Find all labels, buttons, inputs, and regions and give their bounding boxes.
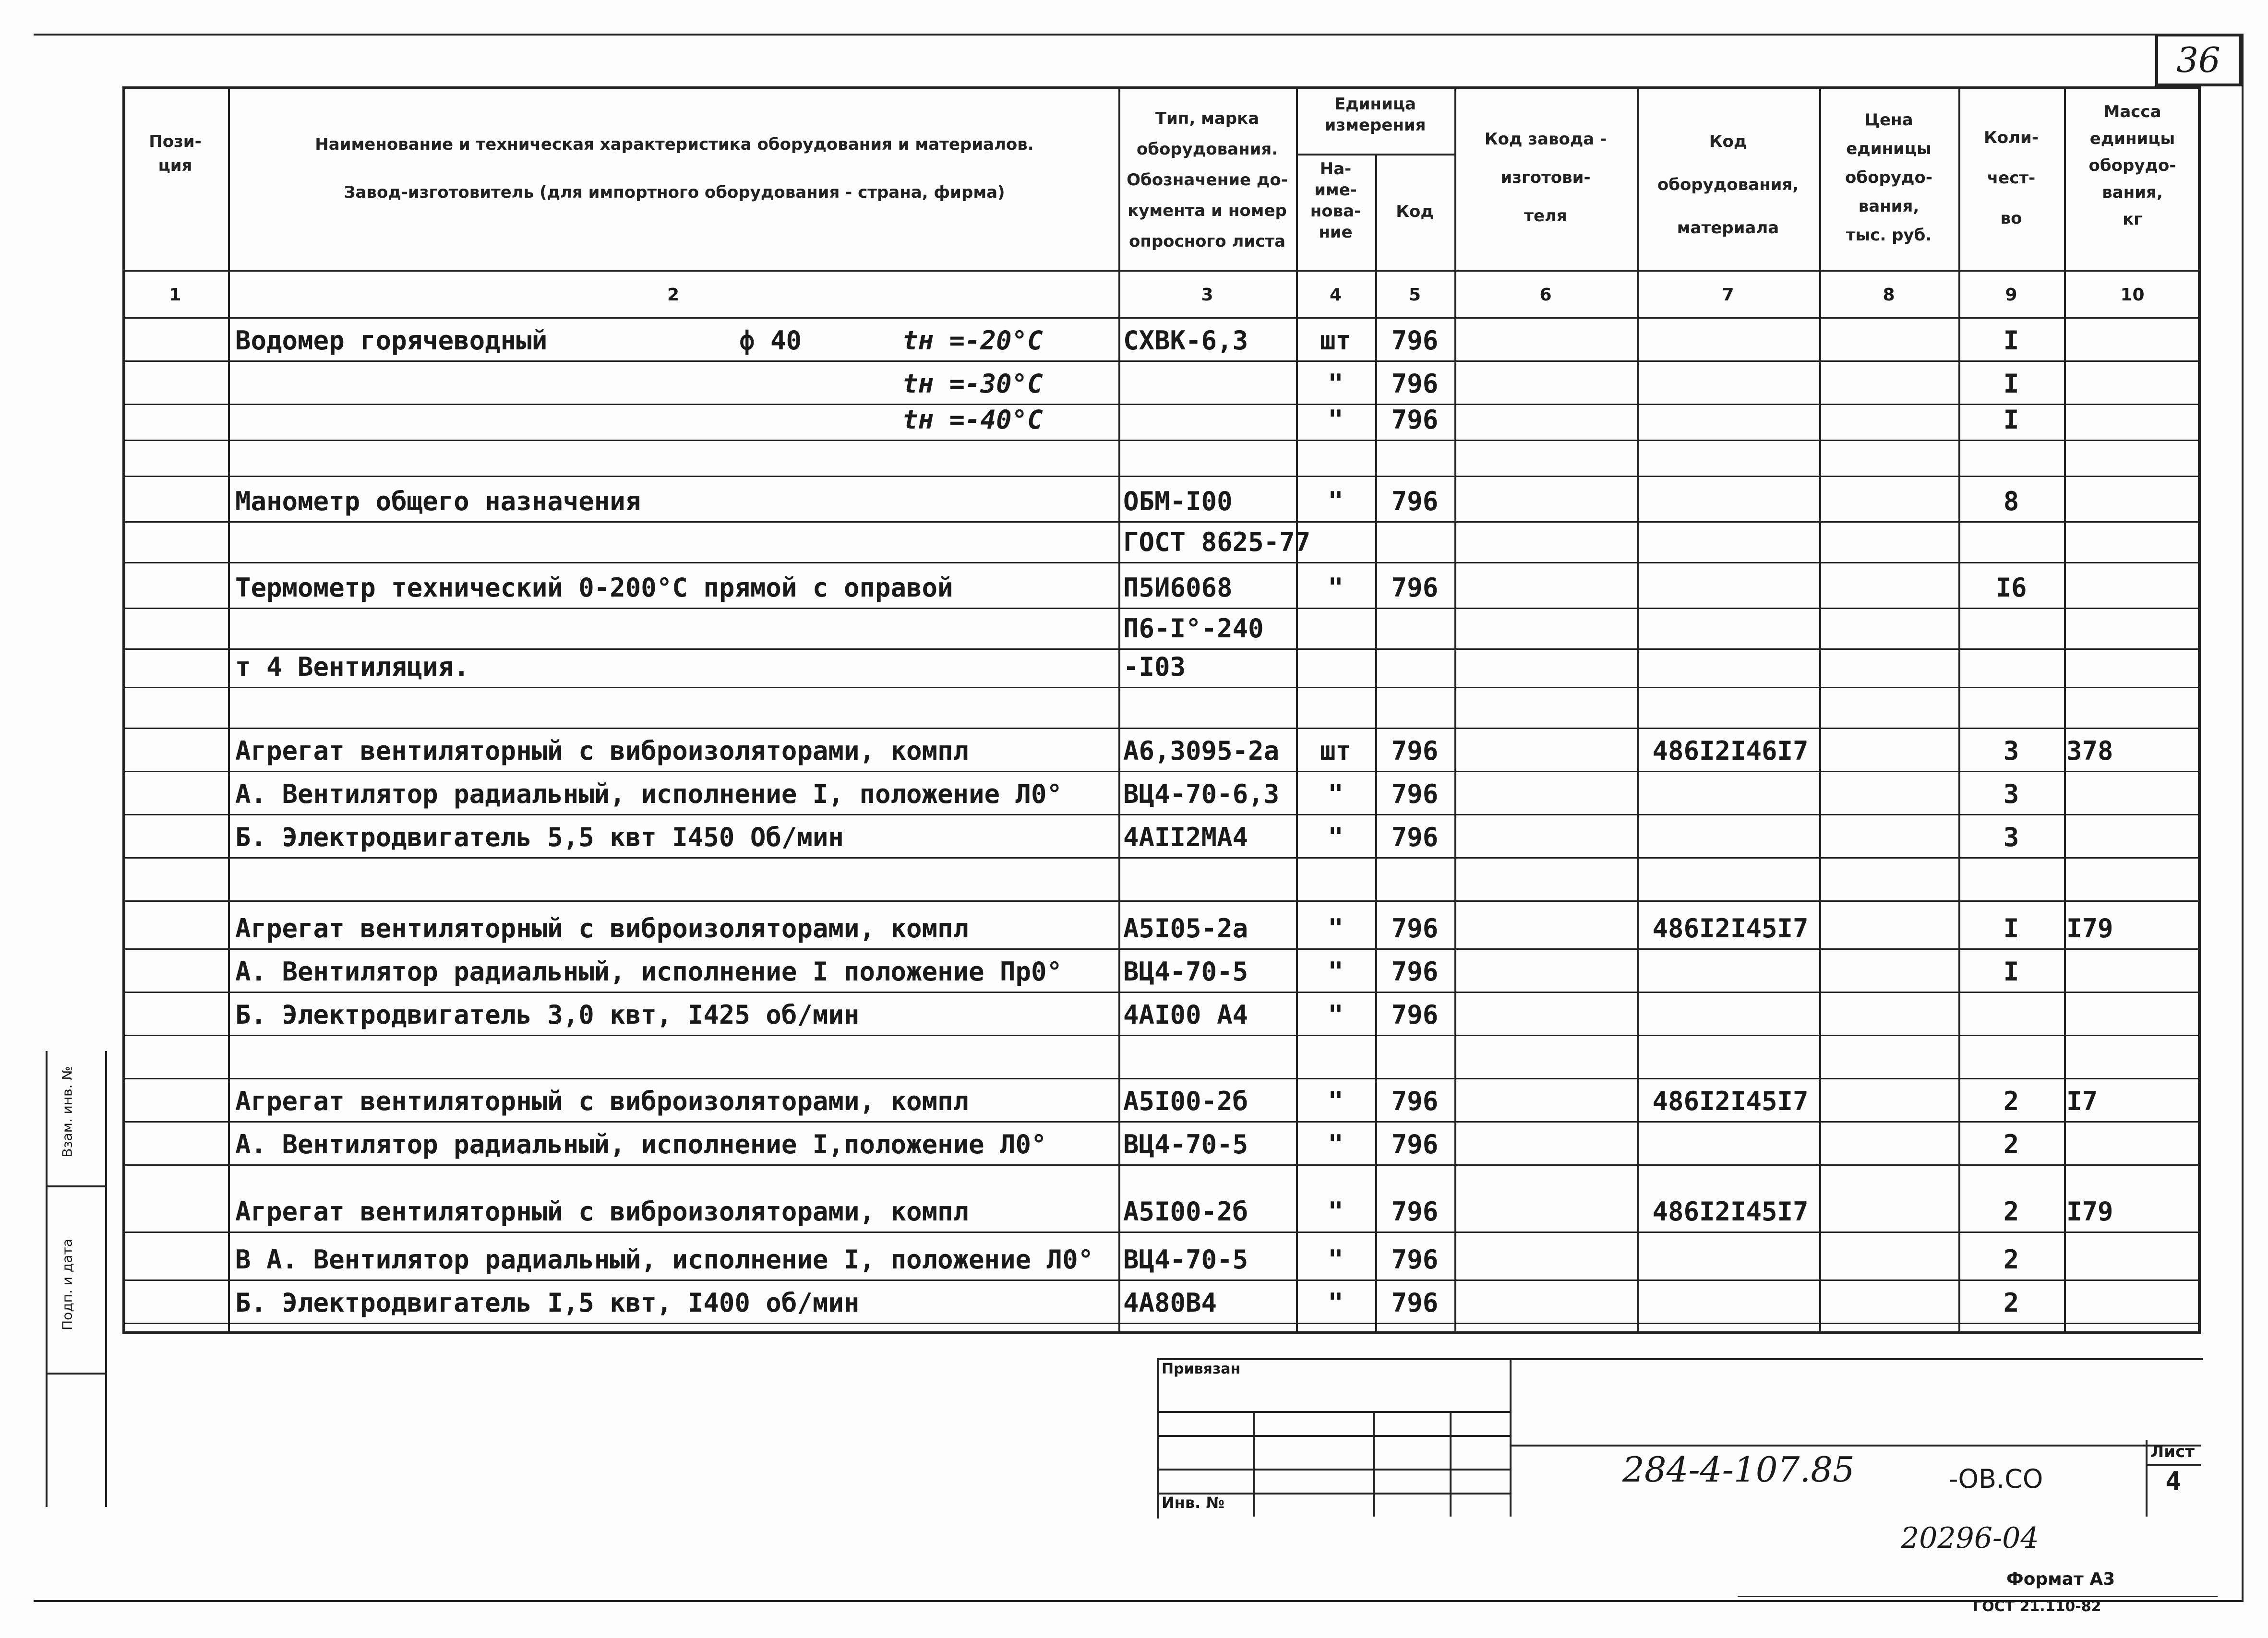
header-price: Цена единицы оборудо- вания, тыс. руб.	[1845, 110, 1932, 245]
row-divider	[122, 1279, 2201, 1281]
item-unit-code: 796	[1391, 1196, 1439, 1227]
item-diameter: ф 40	[739, 325, 802, 356]
item-unit-code: 796	[1391, 325, 1439, 356]
item-name: Агрегат вентиляторный с виброизоляторами, компл	[235, 1196, 969, 1227]
item-unit-code: 796	[1391, 1129, 1439, 1160]
item-unit-code: 796	[1391, 1086, 1439, 1116]
item-name: Манометр общего назначения	[235, 486, 641, 516]
item-name: Агрегат вентиляторный с виброизоляторами, компл	[235, 913, 969, 944]
item-type: ВЦ4-70-5	[1123, 1244, 1248, 1275]
header-name-line1: Наименование и техническая характеристика оборудования и материалов.	[315, 135, 1034, 154]
item-type: П6-I°-240	[1123, 613, 1264, 644]
item-quantity: 3	[2003, 736, 2019, 766]
row-divider	[122, 521, 2201, 523]
item-unit: "	[1328, 913, 1344, 944]
item-name: Водомер горячеводный	[235, 325, 548, 356]
item-unit-code: 796	[1391, 1244, 1439, 1275]
header-type: Тип, марка оборудования. Обозначение до- кумента и номер опросного листа	[1127, 109, 1288, 251]
item-unit: "	[1328, 1196, 1344, 1227]
row-divider	[122, 1035, 2201, 1036]
item-type: А5I00-2б	[1123, 1086, 1248, 1116]
item-quantity: 3	[2003, 779, 2019, 809]
item-unit-code: 796	[1391, 573, 1439, 603]
item-mass: I79	[2066, 1196, 2113, 1227]
item-quantity: I	[2003, 369, 2019, 399]
sheet-label: Лист	[2150, 1442, 2195, 1461]
row-divider	[122, 562, 2201, 563]
item-name: А. Вентилятор радиальный, исполнение I положение Пр0°	[235, 956, 1063, 987]
row-divider	[122, 404, 2201, 405]
item-mass: I7	[2066, 1086, 2098, 1116]
item-unit-code: 796	[1391, 1000, 1439, 1030]
item-name: А. Вентилятор радиальный, исполнение I,положение Л0°	[235, 1129, 1047, 1160]
row-divider	[122, 687, 2201, 688]
item-type: СХВК-6,3	[1123, 325, 1248, 356]
item-name: Б. Электродвигатель I,5 квт, I400 об/мин	[235, 1288, 860, 1318]
col-number-2: 2	[667, 285, 680, 305]
item-type: ВЦ4-70-5	[1123, 956, 1248, 987]
item-name: Б. Электродвигатель 3,0 квт, I425 об/мин	[235, 1000, 860, 1030]
item-quantity: I	[2003, 325, 2019, 356]
item-name: Термометр технический 0-200°С прямой с оправой	[235, 573, 953, 603]
row-divider	[122, 440, 2201, 441]
col-number-8: 8	[1883, 285, 1895, 305]
doc-number: 284-4-107.85	[1622, 1449, 1855, 1490]
item-equipment-code: 486I2I45I7	[1652, 1196, 1809, 1227]
col-number-9: 9	[2005, 285, 2017, 305]
row-divider	[122, 728, 2201, 729]
item-name: В А. Вентилятор радиальный, исполнение I, положение Л0°	[235, 1244, 1094, 1275]
archive-number: 20296-04	[1901, 1521, 2039, 1555]
row-divider	[122, 857, 2201, 859]
item-unit: "	[1328, 1086, 1344, 1116]
item-unit: "	[1328, 1288, 1344, 1318]
item-quantity: 2	[2003, 1129, 2019, 1160]
item-unit-code: 796	[1391, 369, 1439, 399]
header-mass: Масса единицы оборудо- вания, кг	[2088, 102, 2176, 229]
item-mass: I79	[2066, 913, 2113, 944]
row-divider	[122, 1078, 2201, 1079]
row-divider	[122, 360, 2201, 362]
filing-strip	[46, 1051, 107, 1507]
header-unit-group: Единица измерения	[1324, 95, 1426, 135]
item-temperature: tн =-20°С	[902, 325, 1043, 356]
item-type: 4А80В4	[1123, 1288, 1217, 1318]
row-divider	[122, 1164, 2201, 1166]
row-divider	[122, 900, 2201, 902]
item-name: Б. Электродвигатель 5,5 квт I450 Об/мин	[235, 822, 844, 852]
item-unit: "	[1328, 369, 1344, 399]
item-type: А6,3095-2а	[1123, 736, 1280, 766]
item-unit: "	[1328, 405, 1344, 435]
item-equipment-code: 486I2I45I7	[1652, 1086, 1809, 1116]
item-equipment-code: 486I2I46I7	[1652, 736, 1809, 766]
item-unit-code: 796	[1391, 1288, 1439, 1318]
col-number-5: 5	[1408, 285, 1421, 305]
item-type: ВЦ4-70-6,3	[1123, 779, 1280, 809]
item-quantity: 8	[2003, 486, 2019, 516]
item-type: ГОСТ 8625-77	[1123, 527, 1311, 557]
item-quantity: I	[2003, 405, 2019, 435]
col-number-10: 10	[2120, 285, 2145, 305]
header-name-line2: Завод-изготовитель (для импортного оборудования - страна, фирма)	[344, 183, 1005, 202]
item-temperature: tн =-40°С	[902, 405, 1043, 435]
header-qty: Коли- чест- во	[1984, 128, 2039, 228]
header-unit-name: На- име- нова- ние	[1310, 159, 1361, 242]
item-quantity: I	[2003, 956, 2019, 987]
header-unit-code: Код	[1396, 202, 1434, 221]
item-type: ОБМ-I00	[1123, 486, 1233, 516]
row-divider	[122, 771, 2201, 772]
item-unit-code: 796	[1391, 736, 1439, 766]
row-divider	[122, 608, 2201, 609]
item-type: 4АI00 А4	[1123, 1000, 1248, 1030]
item-unit: "	[1328, 486, 1344, 516]
sheet-number: 4	[2165, 1466, 2181, 1496]
row-divider	[122, 814, 2201, 815]
inv-no-label: Инв. №	[1162, 1494, 1224, 1512]
doc-suffix: -ОВ.СО	[1949, 1464, 2043, 1494]
header-position: Пози- ция	[149, 132, 202, 175]
item-unit: "	[1328, 573, 1344, 603]
item-type: А5I05-2а	[1123, 913, 1248, 944]
page-number: 36	[2176, 40, 2220, 80]
item-quantity: 2	[2003, 1196, 2019, 1227]
item-type: П5И6068	[1123, 573, 1233, 603]
item-unit-code: 796	[1391, 956, 1439, 987]
format-label: Формат А3	[2006, 1569, 2115, 1589]
item-unit: "	[1328, 1129, 1344, 1160]
item-name: А. Вентилятор радиальный, исполнение I, положение Л0°	[235, 779, 1063, 809]
item-unit: "	[1328, 822, 1344, 852]
col-number-4: 4	[1329, 285, 1342, 305]
item-name: т 4 Вентиляция.	[235, 652, 469, 682]
privyazan-label: Привязан	[1162, 1361, 1241, 1377]
item-type: А5I00-2б	[1123, 1196, 1248, 1227]
margin-label-vzam: Взам. инв. №	[59, 1066, 75, 1158]
item-type: ВЦ4-70-5	[1123, 1129, 1248, 1160]
item-mass: 378	[2066, 736, 2113, 766]
header-equip-code: Код оборудования, материала	[1657, 132, 1799, 238]
item-unit: "	[1328, 956, 1344, 987]
row-divider	[122, 476, 2201, 477]
item-unit: "	[1328, 779, 1344, 809]
item-unit: "	[1328, 1244, 1344, 1275]
gost-label: ГОСТ 21.110-82	[1973, 1598, 2101, 1615]
item-unit-code: 796	[1391, 779, 1439, 809]
item-quantity: 2	[2003, 1288, 2019, 1318]
header-maker-code: Код завода - изготови- теля	[1484, 130, 1607, 226]
col-number-3: 3	[1201, 285, 1213, 305]
item-unit-code: 796	[1391, 822, 1439, 852]
item-quantity: I	[2003, 913, 2019, 944]
item-type: 4АII2МА4	[1123, 822, 1248, 852]
row-divider	[122, 1121, 2201, 1123]
row-divider	[122, 992, 2201, 993]
item-name: Агрегат вентиляторный с виброизоляторами, компл	[235, 736, 969, 766]
col-number-1: 1	[169, 285, 181, 305]
row-divider	[122, 948, 2201, 950]
item-temperature: tн =-30°С	[902, 369, 1043, 399]
row-divider	[122, 1323, 2201, 1324]
item-quantity: I6	[1995, 573, 2027, 603]
item-equipment-code: 486I2I45I7	[1652, 913, 1809, 944]
item-unit-code: 796	[1391, 913, 1439, 944]
row-divider	[122, 1231, 2201, 1233]
item-unit: "	[1328, 1000, 1344, 1030]
item-unit: шт	[1320, 325, 1352, 356]
col-number-7: 7	[1722, 285, 1734, 305]
item-name: Агрегат вентиляторный с виброизоляторами, компл	[235, 1086, 969, 1116]
item-unit: шт	[1320, 736, 1352, 766]
item-unit-code: 796	[1391, 486, 1439, 516]
item-type: -I03	[1123, 652, 1186, 682]
col-number-6: 6	[1539, 285, 1552, 305]
item-unit-code: 796	[1391, 405, 1439, 435]
item-quantity: 3	[2003, 822, 2019, 852]
item-quantity: 2	[2003, 1086, 2019, 1116]
item-quantity: 2	[2003, 1244, 2019, 1275]
margin-label-podp: Подп. и дата	[59, 1239, 75, 1330]
